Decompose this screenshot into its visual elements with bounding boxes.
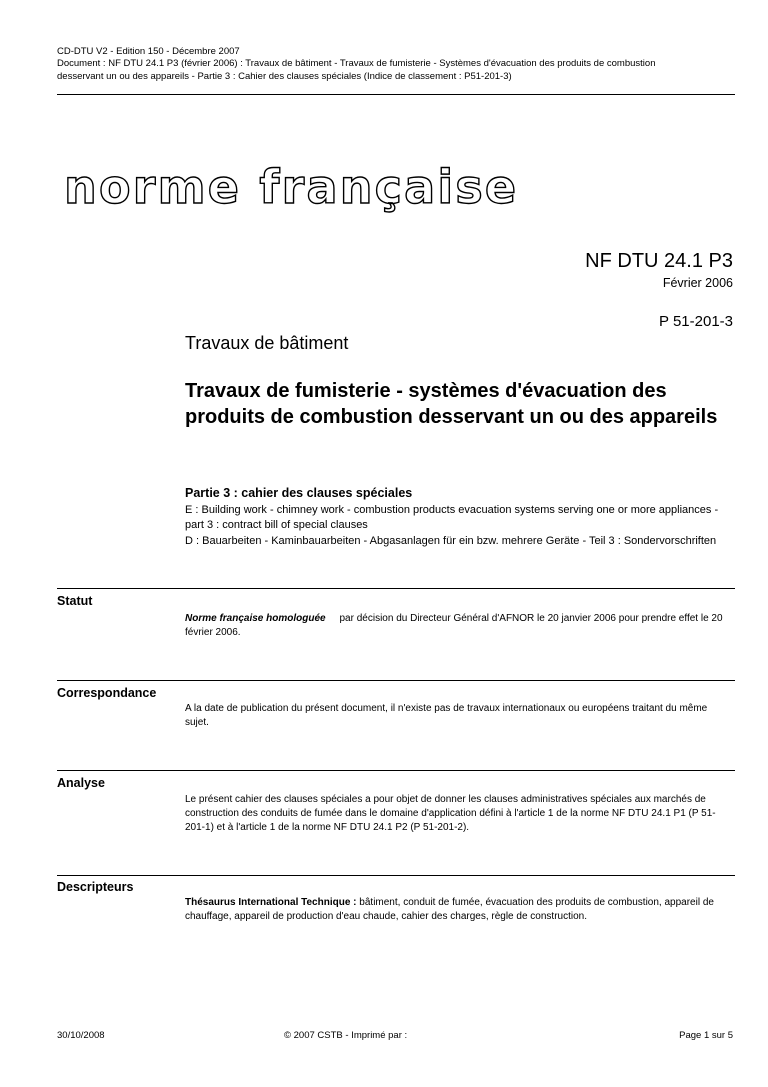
section-divider [57, 588, 735, 589]
header-document-line-cont: desservant un ou des appareils - Partie 3 : Cahier des clauses spéciales (Indice de classement : P51-201-3) [57, 70, 512, 82]
part-title: Partie 3 : cahier des clauses spéciales [185, 486, 413, 500]
section-body-descripteurs [185, 896, 730, 924]
section-label-analyse: Analyse [57, 776, 105, 790]
publication-date: Février 2006 [662, 276, 733, 290]
section-body-analyse: Le présent cahier des clauses spéciales a pour objet de donner les clauses administratives spéciales aux marchés de construction des conduits de fumée dans le domaine d'application défini à l'article 1 de la norme NF DTU 24.1 P1 (P 51-201-1) et à l'article 1 de la norme NF DTU 24.1 P2 (P 51-201-2). [185, 794, 716, 833]
standard-number: NF DTU 24.1 P3 [585, 250, 733, 272]
section-body-correspondance: A la date de publication du présent document, il n'existe pas de travaux internationaux ou européens traitant du même sujet. [185, 703, 708, 728]
norme-francaise-logo: norme française [64, 160, 519, 214]
descripteurs-emphasis: Thésaurus International Technique : [185, 897, 357, 908]
section-label-correspondance: Correspondance [57, 686, 157, 700]
document-title: Travaux de fumisterie - systèmes d'évacuation des produits de combustion desservant un ou des appareils [185, 380, 718, 428]
classification-index: P 51-201-3 [659, 313, 733, 330]
footer-copyright: © 2007 CSTB - Imprimé par : [284, 1030, 408, 1041]
header-divider [57, 94, 735, 95]
section-body-statut [185, 612, 730, 640]
statut-text: par décision du Directeur Général d'AFNOR le 20 janvier 2006 pour prendre effet le 20 février 2006. [185, 613, 723, 638]
german-title: D : Bauarbeiten - Kaminbauarbeiten - Abgasanlagen für ein bzw. mehrere Geräte - Teil 3 : Sondervorschriften [185, 535, 717, 547]
header-document-line: Document : NF DTU 24.1 P3 (février 2006) : Travaux de bâtiment - Travaux de fumisterie - Systèmes d'évacuation des produits de combustion [57, 58, 656, 70]
section-divider [57, 680, 735, 681]
statut-emphasis: Norme française homologuée [185, 613, 326, 624]
section-divider [57, 875, 735, 876]
descripteurs-text: bâtiment, conduit de fumée, évacuation des produits de combustion, appareil de chauffage, appareil de production d'eau chaude, cahier des charges, règle de construction. [185, 897, 714, 922]
section-divider [57, 770, 735, 771]
footer-date: 30/10/2008 [57, 1030, 105, 1041]
section-label-descripteurs: Descripteurs [57, 880, 134, 894]
english-title: E : Building work - chimney work - combustion products evacuation systems serving one or more appliances - part 3 : contract bill of special clauses [185, 504, 719, 532]
document-domain: Travaux de bâtiment [185, 333, 349, 353]
section-label-statut: Statut [57, 594, 93, 608]
document-header [57, 46, 747, 83]
header-edition-line: CD-DTU V2 - Edition 150 - Décembre 2007 [57, 46, 240, 57]
footer-page-number: Page 1 sur 5 [679, 1030, 733, 1041]
